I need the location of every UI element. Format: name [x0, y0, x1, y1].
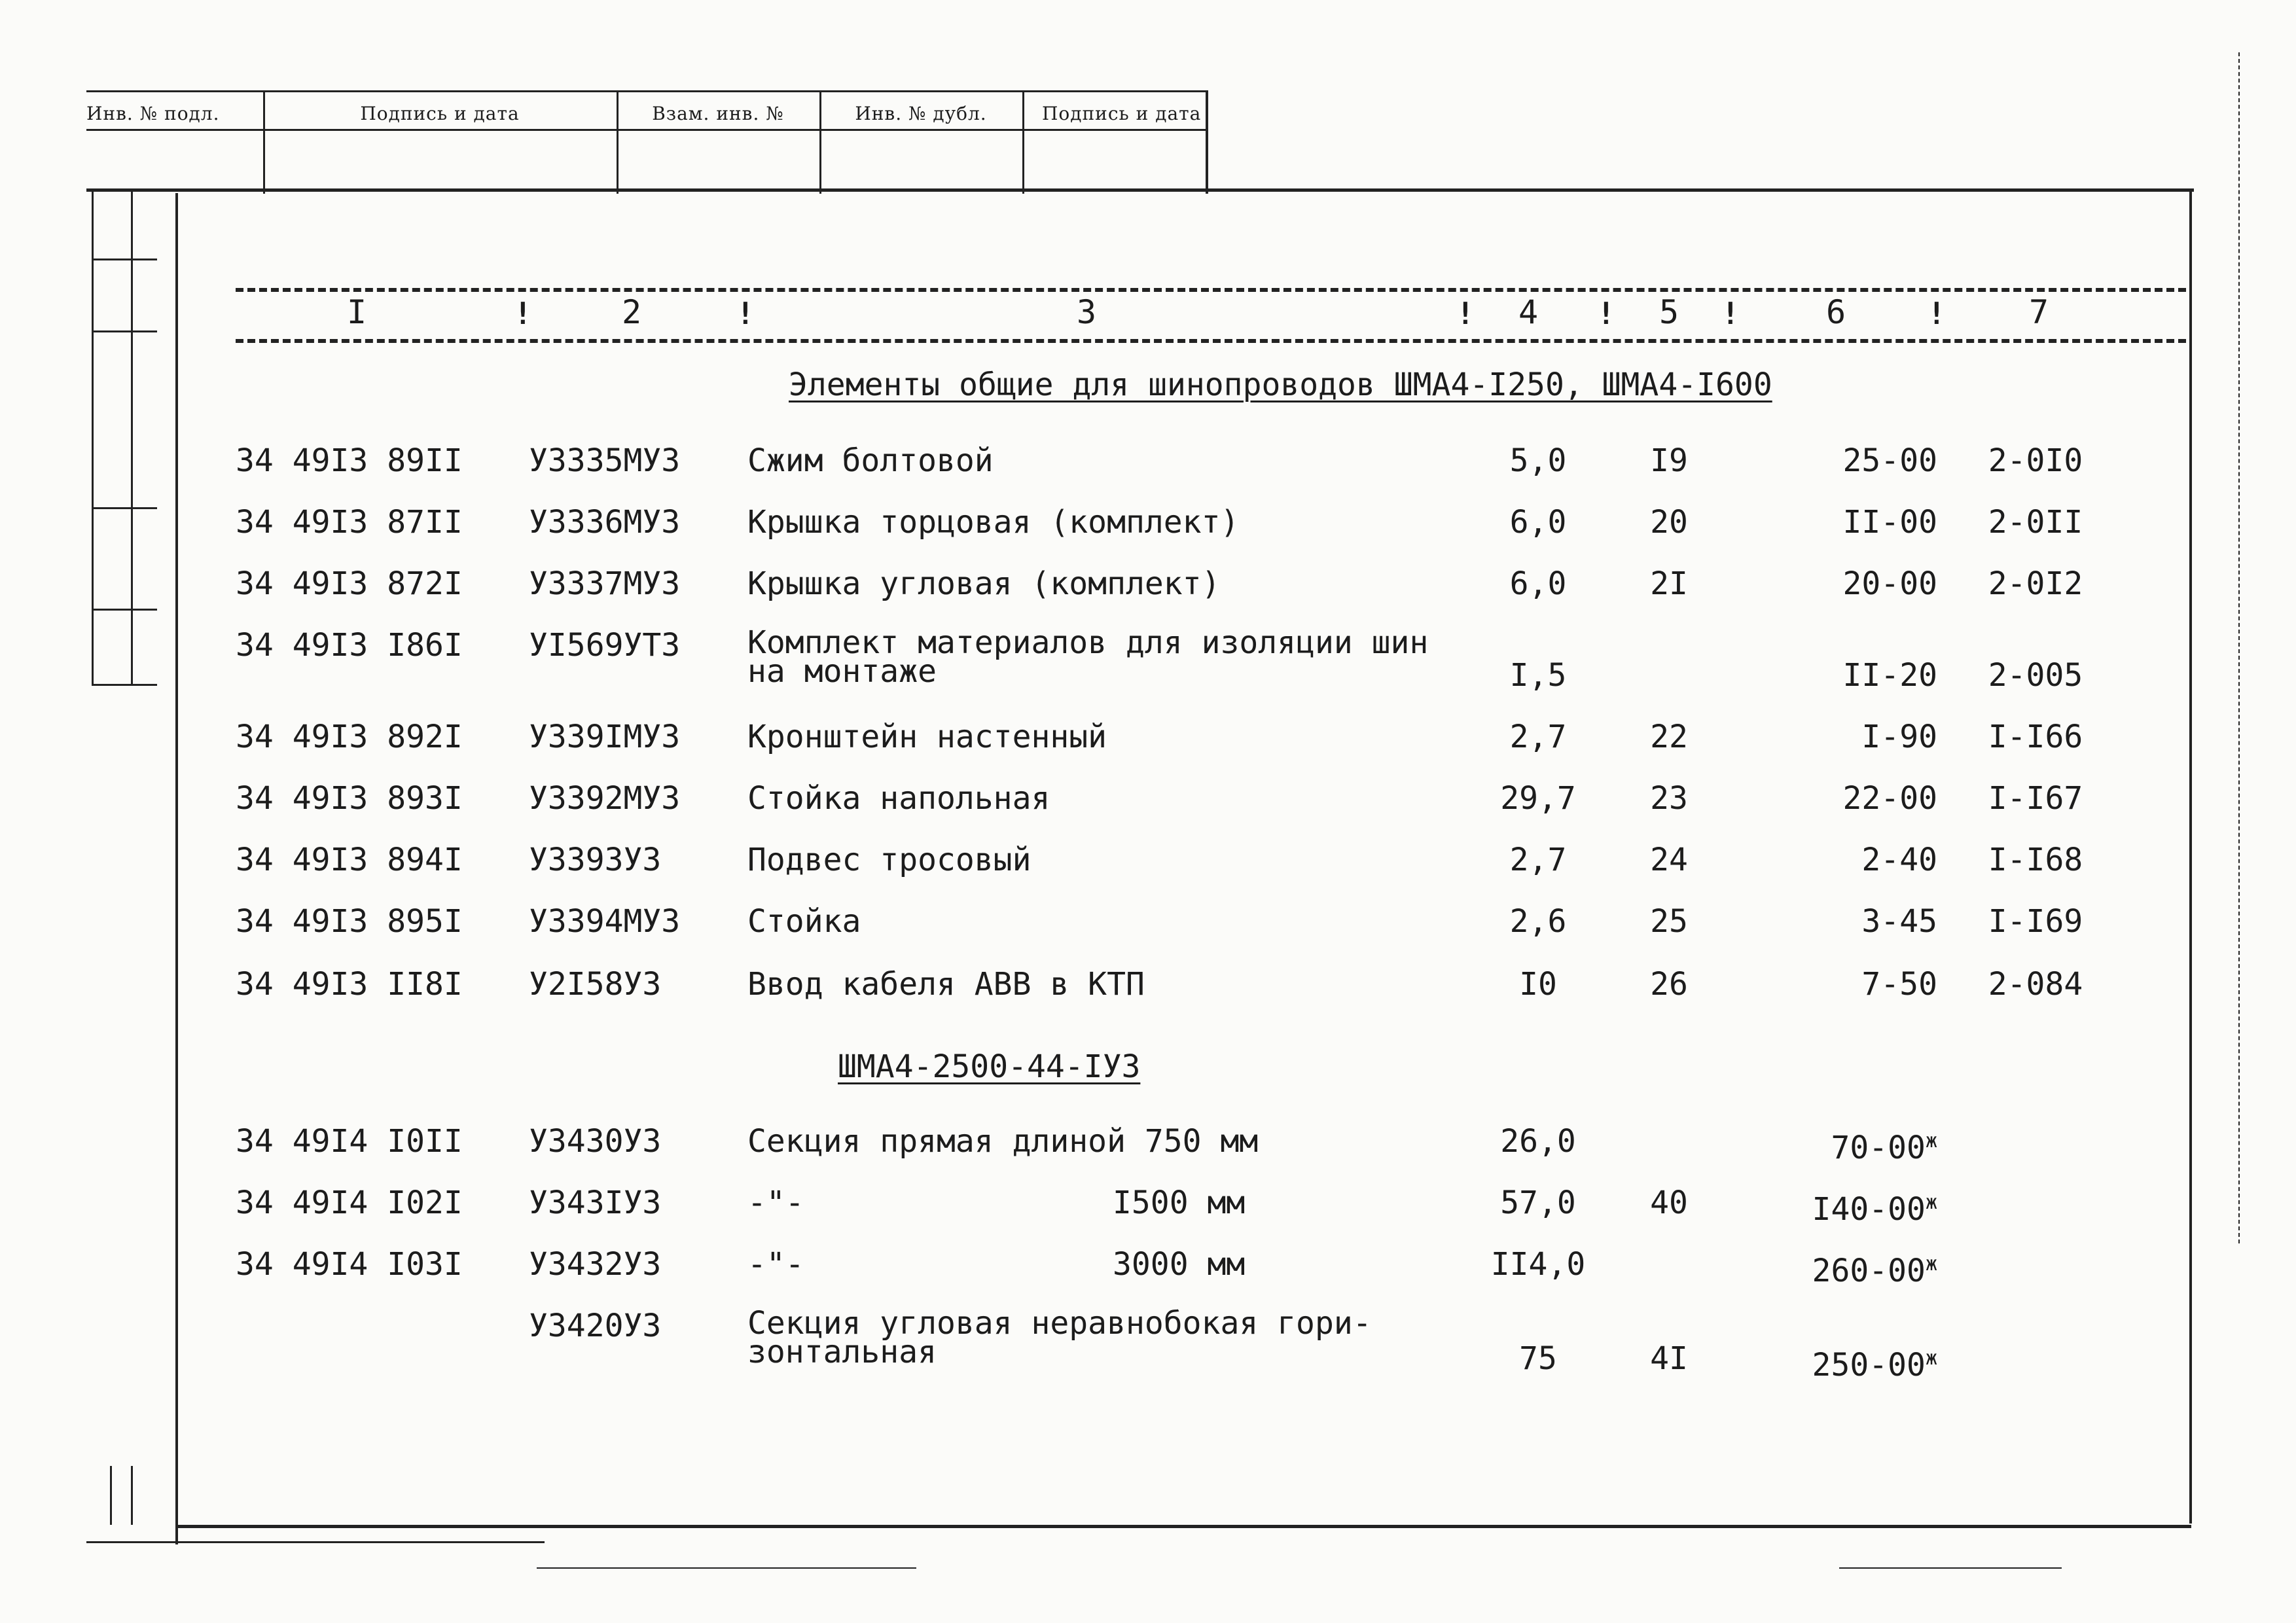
- reference: I-I68: [1988, 842, 2083, 878]
- stamp-cell: [263, 92, 619, 194]
- item-name: Крышка угловая (комплект): [747, 565, 1221, 602]
- sheet: 4I: [1650, 1340, 1688, 1377]
- mass: I,5: [1509, 657, 1567, 694]
- column-number: 5: [1659, 293, 1679, 331]
- designation: У3335МУ3: [529, 442, 681, 479]
- item-name-continued: зонтальная: [747, 1334, 937, 1370]
- product-code: 34 49I3 872I: [236, 565, 463, 602]
- ditto-mark: -"-: [747, 1246, 804, 1283]
- column-separator: !: [1721, 296, 1740, 331]
- reference: I-I66: [1988, 719, 2083, 755]
- item-name: Сжим болтовой: [747, 442, 994, 479]
- product-code: 34 49I3 894I: [236, 842, 463, 878]
- sheet: 40: [1650, 1185, 1688, 1221]
- price: I-90: [1861, 719, 1937, 755]
- reference: 2-0I2: [1988, 565, 2083, 602]
- frame-bottom-line: [175, 1525, 2191, 1528]
- column-separator: !: [1597, 296, 1615, 331]
- ditto-mark: -"-: [747, 1185, 804, 1221]
- price: [1741, 1186, 1937, 1226]
- reference: 2-005: [1988, 657, 2083, 694]
- price: II-20: [1842, 657, 1937, 694]
- reference: 2-0II: [1988, 504, 2083, 541]
- header-dash-bottom: [236, 339, 2186, 343]
- mass: 5,0: [1509, 442, 1567, 479]
- designation: У3420У3: [529, 1308, 662, 1344]
- stamp-label: Инв. № дубл.: [855, 103, 987, 124]
- mass: II4,0: [1490, 1246, 1586, 1283]
- item-name: Секция прямая длиной 750 мм: [747, 1123, 1259, 1160]
- item-name: Комплект материалов для изоляции шин: [747, 624, 1429, 661]
- designation: У3392МУ3: [529, 780, 681, 817]
- section-title: ШМА4-2500-44-IУ3: [838, 1048, 1141, 1085]
- stamp-cell: [86, 92, 265, 194]
- price-value: 250-00: [1812, 1347, 1926, 1383]
- price: [1741, 1247, 1937, 1288]
- price: [1741, 1342, 1937, 1382]
- column-separator: !: [1456, 296, 1475, 331]
- column-separator: !: [514, 296, 532, 331]
- mass: I0: [1519, 966, 1557, 1003]
- price-value: 260-00: [1812, 1253, 1926, 1289]
- table-row: [0, 444, 2296, 503]
- designation: У2I58У3: [529, 966, 662, 1003]
- price: 3-45: [1861, 903, 1937, 940]
- table-row: [0, 1247, 2296, 1306]
- reference: 2-084: [1988, 966, 2083, 1003]
- section-title: Элементы общие для шинопроводов ШМА4-I250, ШМА4-I600: [789, 366, 1772, 403]
- price-footnote-mark: ж: [1925, 1130, 1937, 1152]
- stamp-label: Взам. инв. №: [652, 103, 784, 124]
- item-dimension: I500 мм: [1113, 1185, 1246, 1221]
- product-code: 34 49I3 87II: [236, 504, 463, 541]
- table-row: [0, 1186, 2296, 1245]
- reference: I-I67: [1988, 780, 2083, 817]
- price-footnote-mark: ж: [1925, 1191, 1937, 1214]
- stamp-label: Подпись и дата: [1042, 103, 1202, 124]
- sheet: 23: [1650, 780, 1688, 817]
- sheet: 22: [1650, 719, 1688, 755]
- table-row: [0, 904, 2296, 963]
- table-row: [0, 505, 2296, 564]
- mass: 2,7: [1509, 842, 1567, 878]
- item-dimension: 3000 мм: [1113, 1246, 1246, 1283]
- mass: 29,7: [1500, 780, 1576, 817]
- product-code: 34 49I4 I0II: [236, 1123, 463, 1160]
- stamp-cell: [617, 92, 821, 194]
- margin-box-line: [92, 330, 157, 332]
- stamp-label: Инв. № подл.: [86, 103, 220, 124]
- frame-bottom-line-right: [1839, 1567, 2062, 1569]
- mass: 2,7: [1509, 719, 1567, 755]
- stamp-cell: [1022, 92, 1203, 194]
- mass: 6,0: [1509, 565, 1567, 602]
- product-code: 34 49I3 895I: [236, 903, 463, 940]
- mass: 2,6: [1509, 903, 1567, 940]
- price-footnote-mark: ж: [1925, 1347, 1937, 1370]
- stamp-cell: [819, 92, 1024, 194]
- sheet: I9: [1650, 442, 1688, 479]
- column-number: 7: [2029, 293, 2049, 331]
- item-name: Стойка напольная: [747, 780, 1050, 817]
- designation: У3337МУ3: [529, 565, 681, 602]
- column-number: 6: [1826, 293, 1846, 331]
- designation: У3394МУ3: [529, 903, 681, 940]
- price: 22-00: [1842, 780, 1937, 817]
- product-code: 34 49I4 I03I: [236, 1246, 463, 1283]
- item-name: Подвес тросовый: [747, 842, 1031, 878]
- table-row: [0, 1305, 2296, 1387]
- sheet: 20: [1650, 504, 1688, 541]
- product-code: 34 49I4 I02I: [236, 1185, 463, 1221]
- designation: У3393У3: [529, 842, 662, 878]
- table-row: [0, 720, 2296, 779]
- price: 7-50: [1861, 966, 1937, 1003]
- product-code: 34 49I3 II8I: [236, 966, 463, 1003]
- stamp-label: Подпись и дата: [360, 103, 520, 124]
- item-name-continued: на монтаже: [747, 653, 937, 690]
- approval-stamp: [86, 90, 1208, 194]
- item-name: Стойка: [747, 903, 861, 940]
- frame-bottom-line-mid: [537, 1567, 916, 1569]
- header-dash-top: [236, 288, 2186, 292]
- frame-bottom-line-left: [86, 1541, 545, 1543]
- reference: I-I69: [1988, 903, 2083, 940]
- column-separator: !: [1928, 296, 1946, 331]
- reference: 2-0I0: [1988, 442, 2083, 479]
- margin-mark: [110, 1466, 112, 1525]
- column-separator: !: [736, 296, 755, 331]
- price: 2-40: [1861, 842, 1937, 878]
- mass: 26,0: [1500, 1123, 1576, 1160]
- designation: У339IМУ3: [529, 719, 681, 755]
- table-row: [0, 781, 2296, 840]
- margin-mark: [131, 1466, 133, 1525]
- item-name: Крышка торцовая (комплект): [747, 504, 1240, 541]
- product-code: 34 49I3 I86I: [236, 627, 463, 664]
- frame-top-line: [86, 188, 2194, 192]
- price-value: I40-00: [1812, 1191, 1926, 1228]
- column-number: 4: [1518, 293, 1539, 331]
- mass: 6,0: [1509, 504, 1567, 541]
- table-row: [0, 843, 2296, 902]
- designation: УI569УТ3: [529, 627, 681, 664]
- table-row: [0, 567, 2296, 626]
- designation: У3336МУ3: [529, 504, 681, 541]
- designation: У3430У3: [529, 1123, 662, 1160]
- price-value: 70-00: [1831, 1130, 1926, 1166]
- price: 25-00: [1842, 442, 1937, 479]
- item-name: Ввод кабеля АВВ в КТП: [747, 966, 1145, 1003]
- table-row: [0, 1124, 2296, 1183]
- column-number: 3: [1077, 293, 1097, 331]
- mass: 75: [1519, 1340, 1557, 1377]
- sheet: 25: [1650, 903, 1688, 940]
- table-row: [0, 624, 2296, 707]
- designation: У3432У3: [529, 1246, 662, 1283]
- mass: 57,0: [1500, 1185, 1576, 1221]
- price: II-00: [1842, 504, 1937, 541]
- price: [1741, 1124, 1937, 1165]
- designation: У343IУ3: [529, 1185, 662, 1221]
- item-name: Кронштейн настенный: [747, 719, 1107, 755]
- sheet: 26: [1650, 966, 1688, 1003]
- product-code: 34 49I3 892I: [236, 719, 463, 755]
- item-name: Секция угловая неравнобокая гори-: [747, 1305, 1372, 1342]
- table-row: [0, 967, 2296, 1026]
- product-code: 34 49I3 89II: [236, 442, 463, 479]
- price: 20-00: [1842, 565, 1937, 602]
- margin-box-line: [92, 259, 157, 260]
- sheet: 2I: [1650, 565, 1688, 602]
- column-number: I: [347, 293, 367, 331]
- column-number: 2: [622, 293, 642, 331]
- sheet: 24: [1650, 842, 1688, 878]
- price-footnote-mark: ж: [1925, 1253, 1937, 1275]
- product-code: 34 49I3 893I: [236, 780, 463, 817]
